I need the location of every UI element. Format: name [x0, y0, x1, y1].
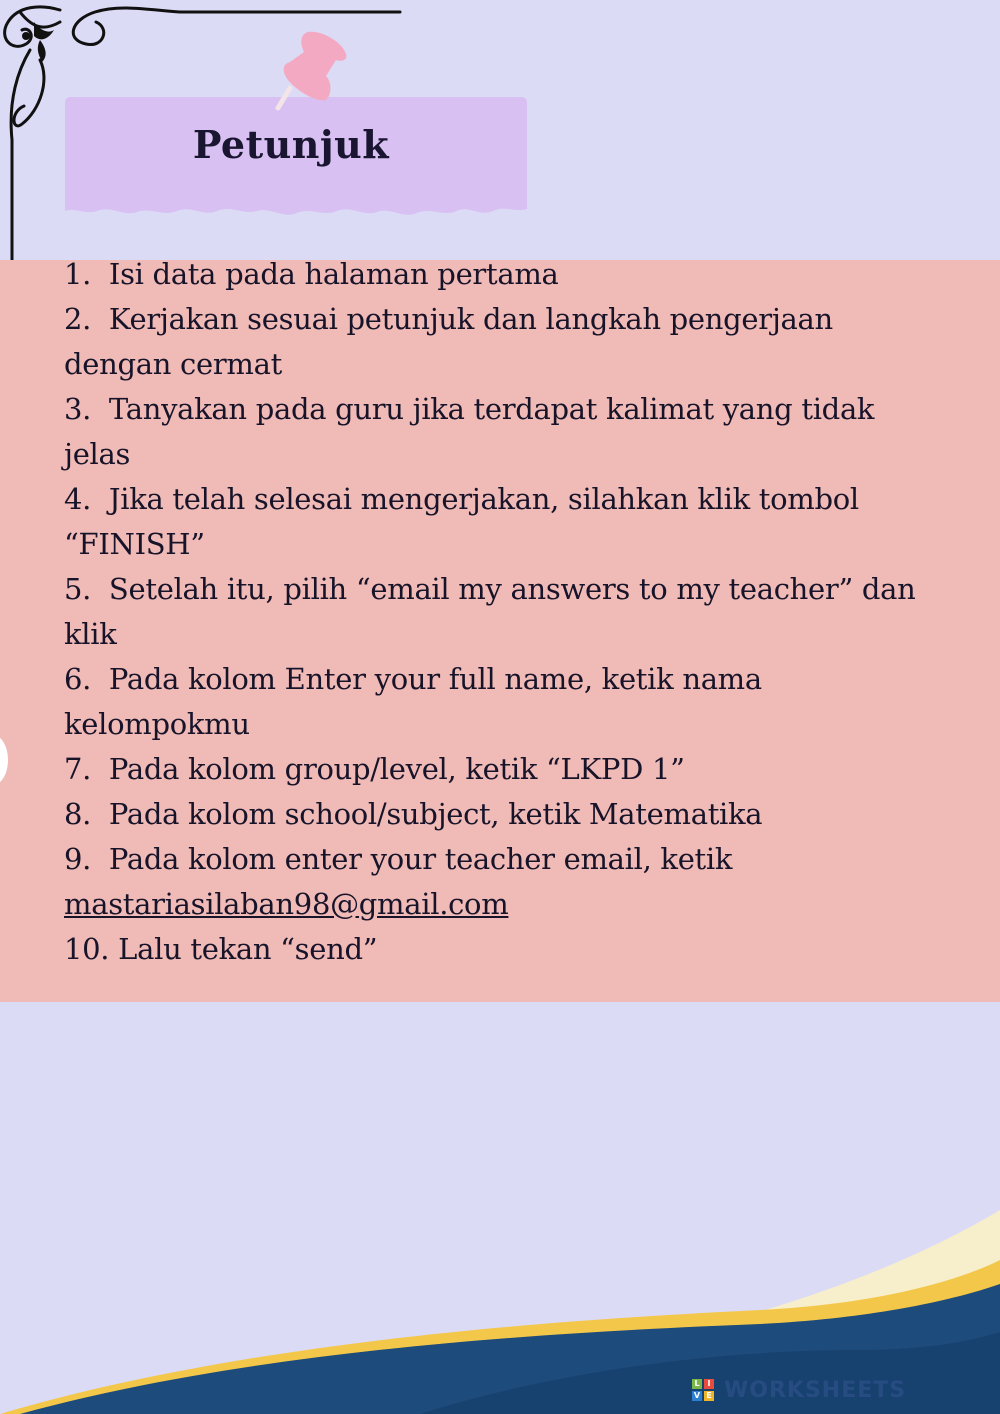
step-text: Pada kolom group/level, ketik “LKPD 1”	[108, 752, 685, 786]
step-text: Pada kolom Enter your full name, ketik nama kelompokmu	[64, 662, 762, 741]
step-number: 7.	[64, 752, 92, 786]
logo-letter: I	[704, 1379, 714, 1389]
step-text: Pada kolom enter your teacher email, ketik	[108, 842, 733, 876]
logo-letter: V	[693, 1391, 701, 1400]
list-item	[64, 657, 944, 747]
liveworksheets-watermark	[692, 1378, 906, 1402]
step-number: 10.	[64, 932, 110, 966]
step-text: Setelah itu, pilih “email my answers to my teacher” dan klik	[64, 572, 916, 651]
watermark-text: WORKSHEETS	[724, 1377, 907, 1403]
step-text: Isi data pada halaman pertama	[108, 257, 559, 291]
logo-letter: L	[692, 1379, 702, 1389]
list-item	[64, 792, 944, 837]
step-number: 8.	[64, 797, 92, 831]
step-text: Kerjakan sesuai petunjuk dan langkah pengerjaan dengan cermat	[64, 302, 833, 381]
step-text: Tanyakan pada guru jika terdapat kalimat yang tidak jelas	[64, 392, 875, 471]
list-item	[64, 297, 944, 387]
list-item	[64, 837, 944, 927]
step-number: 5.	[64, 572, 92, 606]
list-item	[64, 927, 944, 972]
step-text: Jika telah selesai mengerjakan, silahkan klik tombol “FINISH”	[64, 482, 859, 561]
logo-letter: E	[704, 1391, 714, 1401]
step-number: 1.	[64, 257, 92, 291]
list-item	[64, 747, 944, 792]
push-pin-icon	[268, 28, 350, 114]
teacher-email-link[interactable]: mastariasilaban98@gmail.com	[64, 887, 509, 921]
list-item	[64, 252, 944, 297]
instructions-list	[64, 252, 944, 972]
step-number: 9.	[64, 842, 92, 876]
step-number: 4.	[64, 482, 92, 516]
step-text: Pada kolom school/subject, ketik Matematika	[108, 797, 763, 831]
step-number: 6.	[64, 662, 92, 696]
page-title: Petunjuk	[192, 122, 390, 167]
list-item	[64, 567, 944, 657]
list-item	[64, 387, 944, 477]
list-item	[64, 477, 944, 567]
liveworksheets-logo-icon	[692, 1379, 714, 1401]
step-number: 2.	[64, 302, 92, 336]
step-text: Lalu tekan “send”	[118, 932, 378, 966]
step-number: 3.	[64, 392, 92, 426]
